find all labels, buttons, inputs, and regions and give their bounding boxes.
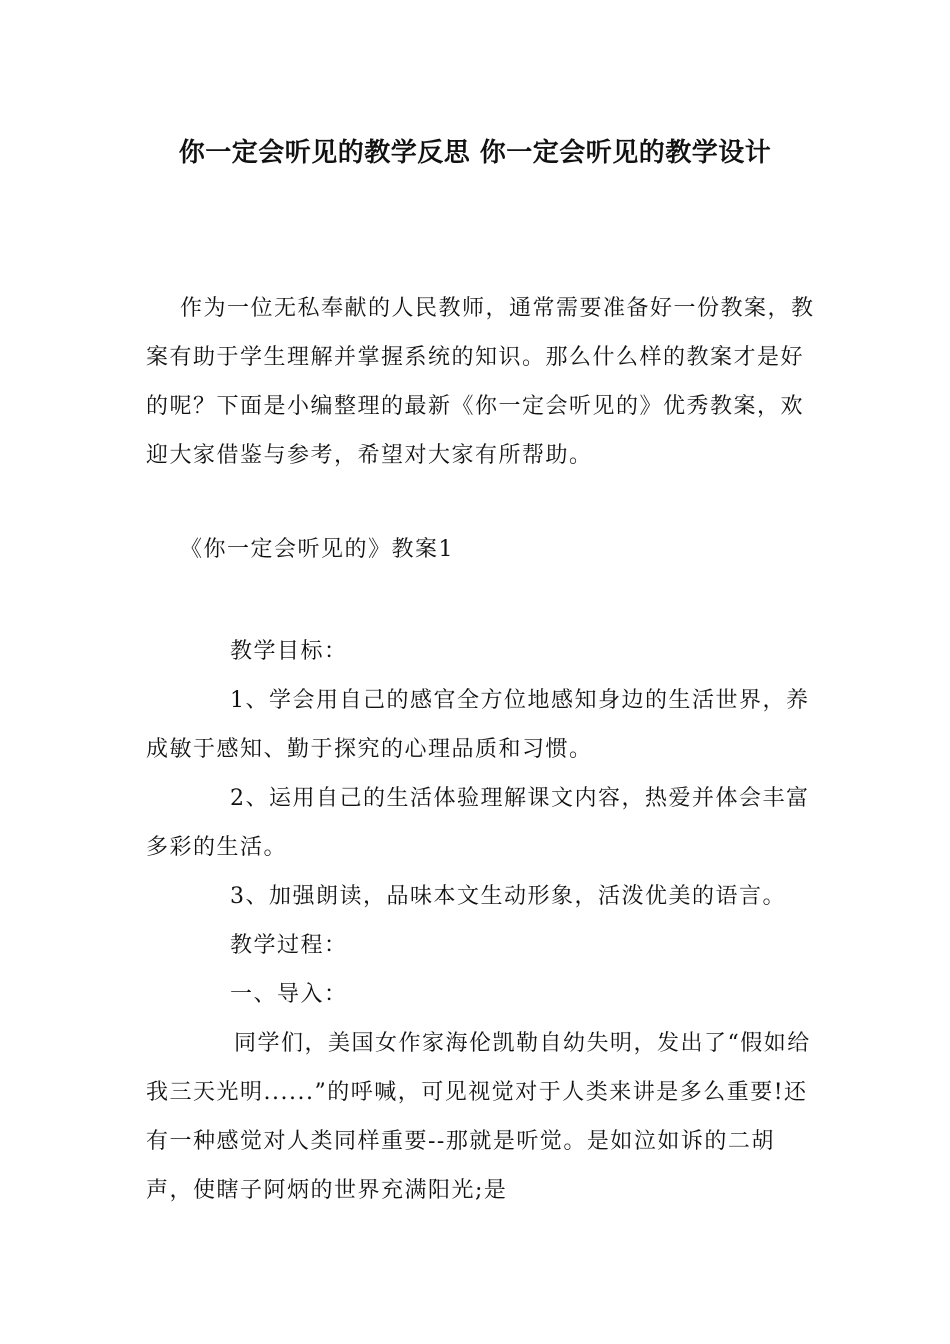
step-1-paragraph: 同学们，美国女作家海伦凯勒自幼失明，发出了“假如给我三天光明......”的呼喊，可见视觉对于人类来讲是多么重要!还有一种感觉对人类同样重要--那就是听觉。是如泣如诉的二胡声，使瞎子阿炳的世界充满阳光;是 [146,1031,811,1203]
intro-block [146,284,816,480]
intro-paragraph: 作为一位无私奉献的人民教师，通常需要准备好一份教案，教案有助于学生理解并掌握系统的知识。那么什么样的教案才是好的呢？下面是小编整理的最新《你一定会听见的》优秀教案，欢迎大家借鉴与参考，希望对大家有所帮助。 [146,296,815,468]
goal-item-3: 3、加强朗读，品味本文生动形象，活泼优美的语言。 [230,884,786,909]
goal-item-2: 2、运用自己的生活体验理解课文内容，热爱并体会丰富多彩的生活。 [146,786,810,860]
goals-block [146,627,816,1215]
goals-heading: 教学目标： [230,639,348,664]
document-title: 你一定会听见的教学反思 你一定会听见的教学设计 [178,138,772,168]
goal-item-1: 1、学会用自己的感官全方位地感知身边的生活世界，养成敏于感知、勤于探究的心理品质和习惯。 [146,688,810,762]
step-1-heading: 一、导入： [230,982,348,1007]
process-heading: 教学过程： [230,933,348,958]
section-heading-block [146,525,816,574]
section-heading: 《你一定会听见的》教案1 [180,537,454,562]
